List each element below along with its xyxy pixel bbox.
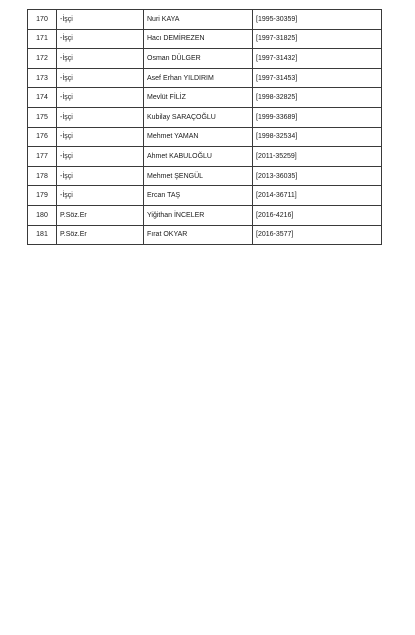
row-registry: [2016-3577]	[253, 225, 382, 245]
row-title: -İşçi	[57, 88, 144, 108]
table-row	[28, 10, 382, 30]
row-number: 171	[28, 29, 57, 49]
row-name: Fırat OKYAR	[144, 225, 253, 245]
row-number: 176	[28, 127, 57, 147]
row-registry: [1997-31825]	[253, 29, 382, 49]
personnel-table	[27, 9, 382, 245]
row-number: 180	[28, 205, 57, 225]
personnel-table-body	[28, 10, 382, 245]
row-registry: [1998-32825]	[253, 88, 382, 108]
row-name: Mehmet ŞENGÜL	[144, 166, 253, 186]
row-name: Nuri KAYA	[144, 10, 253, 30]
row-title: -İşçi	[57, 10, 144, 30]
row-number: 174	[28, 88, 57, 108]
row-name: Mehmet YAMAN	[144, 127, 253, 147]
table-row	[28, 205, 382, 225]
row-registry: [1997-31453]	[253, 68, 382, 88]
table-row	[28, 127, 382, 147]
row-name: Asef Erhan YILDIRIM	[144, 68, 253, 88]
row-title: P.Söz.Er	[57, 205, 144, 225]
row-number: 175	[28, 107, 57, 127]
table-row	[28, 186, 382, 206]
row-registry: [1997-31432]	[253, 49, 382, 69]
row-registry: [2013-36035]	[253, 166, 382, 186]
table-row	[28, 29, 382, 49]
row-number: 179	[28, 186, 57, 206]
row-registry: [1995-30359]	[253, 10, 382, 30]
table-row	[28, 88, 382, 108]
row-number: 178	[28, 166, 57, 186]
row-registry: [2011-35259]	[253, 147, 382, 167]
table-row	[28, 166, 382, 186]
row-number: 177	[28, 147, 57, 167]
row-registry: [2014-36711]	[253, 186, 382, 206]
table-row	[28, 225, 382, 245]
row-name: Mevlüt FİLİZ	[144, 88, 253, 108]
row-title: P.Söz.Er	[57, 225, 144, 245]
row-name: Hacı DEMİREZEN	[144, 29, 253, 49]
row-title: -İşçi	[57, 29, 144, 49]
table-row	[28, 147, 382, 167]
table-row	[28, 107, 382, 127]
row-title: -İşçi	[57, 166, 144, 186]
row-number: 170	[28, 10, 57, 30]
table-row	[28, 68, 382, 88]
row-name: Yiğithan İNCELER	[144, 205, 253, 225]
row-name: Ercan TAŞ	[144, 186, 253, 206]
row-registry: [1999-33689]	[253, 107, 382, 127]
row-registry: [1998-32534]	[253, 127, 382, 147]
row-number: 173	[28, 68, 57, 88]
row-number: 181	[28, 225, 57, 245]
row-number: 172	[28, 49, 57, 69]
table-row	[28, 49, 382, 69]
row-name: Kubilay SARAÇOĞLU	[144, 107, 253, 127]
row-name: Ahmet KABULOĞLU	[144, 147, 253, 167]
row-title: -İşçi	[57, 186, 144, 206]
row-title: -İşçi	[57, 68, 144, 88]
row-name: Osman DÜLGER	[144, 49, 253, 69]
row-registry: [2016-4216]	[253, 205, 382, 225]
row-title: -İşçi	[57, 147, 144, 167]
row-title: -İşçi	[57, 127, 144, 147]
row-title: -İşçi	[57, 107, 144, 127]
row-title: -İşçi	[57, 49, 144, 69]
